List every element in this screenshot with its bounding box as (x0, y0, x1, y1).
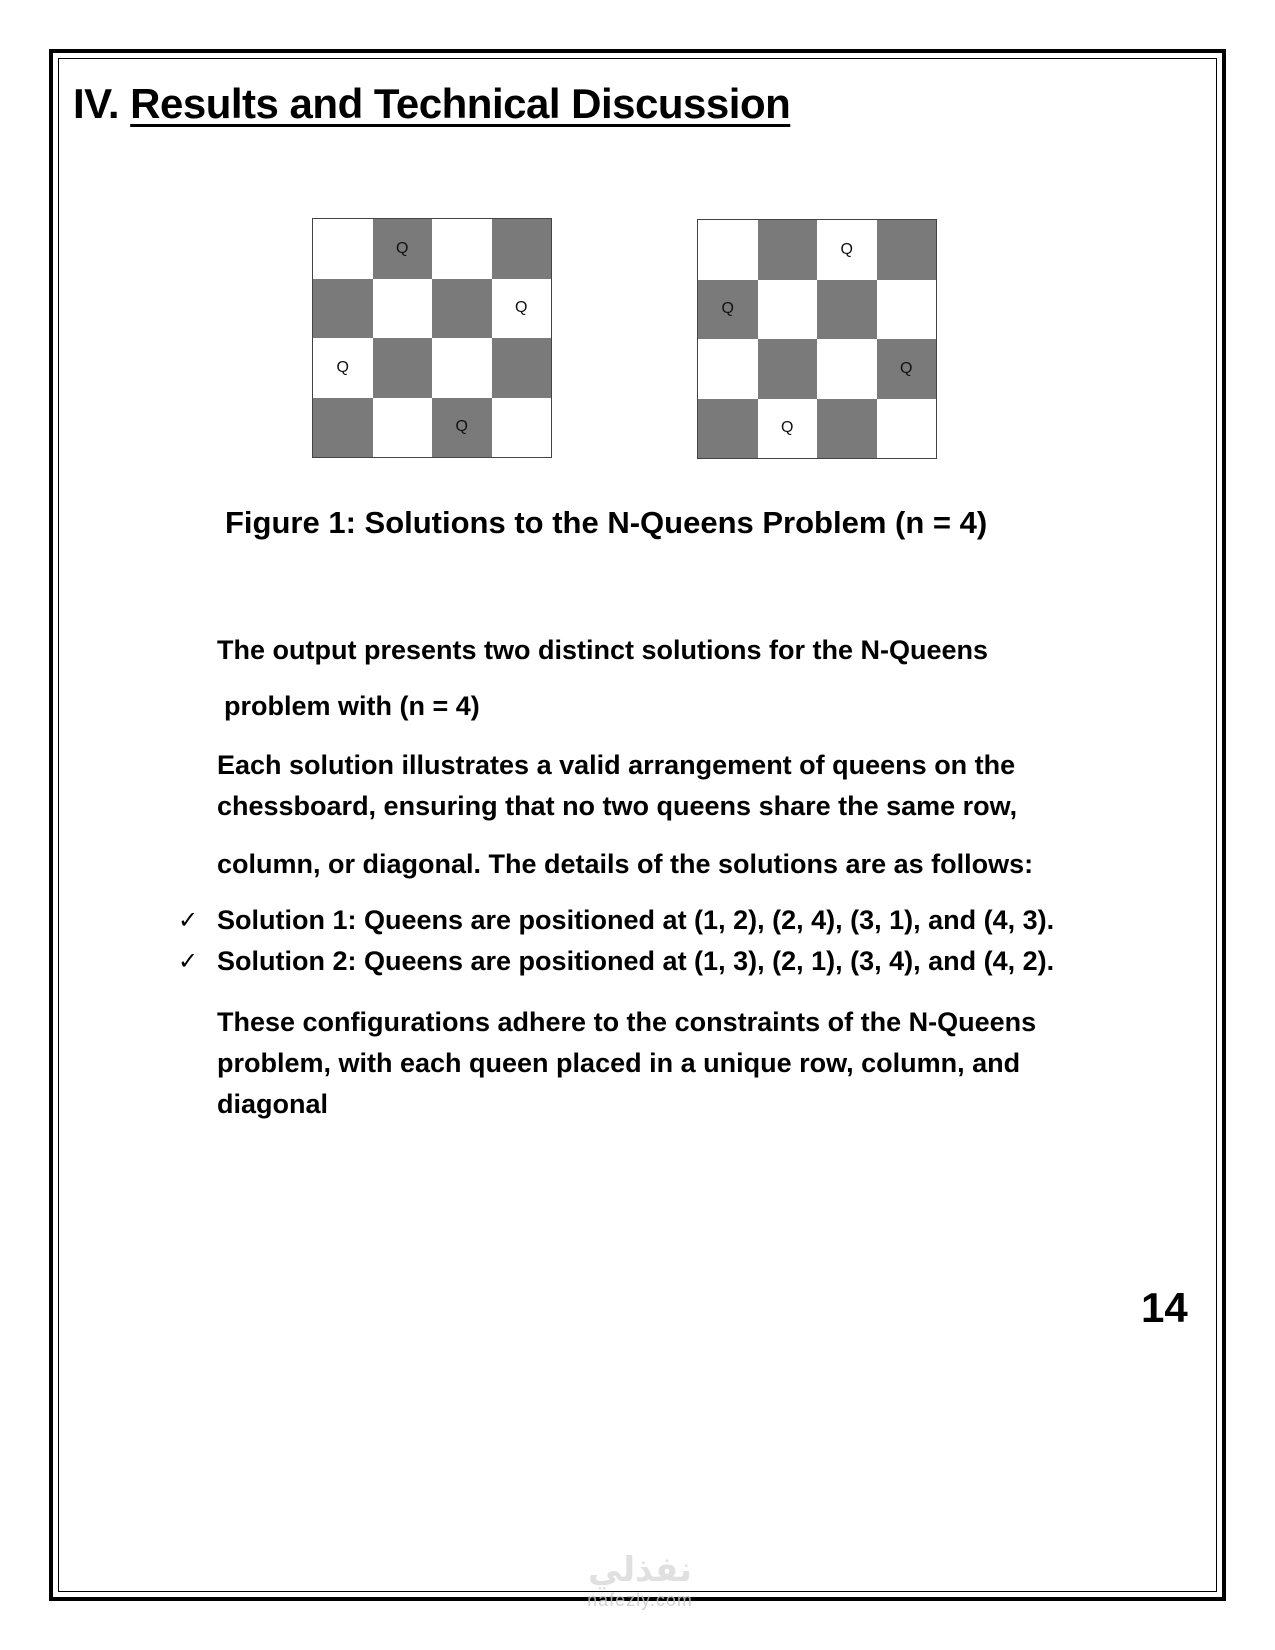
section-title: Results and Technical Discussion (130, 80, 791, 127)
board-square (698, 339, 758, 399)
board-square (313, 338, 373, 398)
list-item (178, 900, 1054, 941)
paragraph-2-line-1: Each solution illustrates a valid arrangement of queens on the (217, 750, 1016, 780)
board-square (758, 280, 818, 340)
queen-label: Q (515, 299, 528, 317)
board-square (313, 219, 373, 279)
paragraph-1-line-2: problem with (n = 4) (224, 691, 480, 721)
board-square (313, 279, 373, 339)
board-square (432, 279, 492, 339)
board-square (373, 279, 433, 339)
paragraph-2-line-2: chessboard, ensuring that no two queens share the same row, (217, 791, 1018, 821)
queen-label: Q (781, 419, 794, 437)
board-square (758, 220, 818, 280)
board-square (877, 280, 937, 340)
board-square (877, 339, 937, 399)
queen-label: Q (840, 240, 853, 258)
board-square (373, 398, 433, 458)
board-square (817, 280, 877, 340)
solution-2-board (697, 219, 937, 459)
board-square (432, 219, 492, 279)
solution-1-text: Solution 1: Queens are positioned at (1, 2), (2, 4), (3, 1), and (4, 3). (217, 905, 1055, 935)
watermark-logo: نفذلي (587, 1551, 693, 1589)
board-square (432, 338, 492, 398)
board-square (313, 398, 373, 458)
board-square (492, 398, 552, 458)
board-square (698, 280, 758, 340)
board-square (698, 399, 758, 459)
queen-label: Q (336, 358, 349, 376)
queen-label: Q (721, 300, 734, 318)
board-square (373, 219, 433, 279)
board-square (877, 399, 937, 459)
board-square (817, 339, 877, 399)
board-square (373, 338, 433, 398)
solution-1-board (312, 218, 552, 458)
board-square (492, 338, 552, 398)
board-square (877, 220, 937, 280)
board-square (817, 399, 877, 459)
section-heading (73, 80, 790, 128)
figure-caption: Figure 1: Solutions to the N-Queens Problem (n = 4) (225, 505, 988, 540)
board-square (758, 399, 818, 459)
board-square (492, 219, 552, 279)
solution-2-text: Solution 2: Queens are positioned at (1, 3), (2, 1), (3, 4), and (4, 2). (217, 946, 1055, 976)
board-square (492, 279, 552, 339)
queen-label: Q (900, 359, 913, 377)
watermark-site: nafezly.com (587, 1590, 693, 1610)
paragraph-4: These configurations adhere to the constraints of the N-Queens problem, with each queen placed in a unique row, column, and diagonal (217, 1007, 1037, 1119)
paragraph-1-line-1: The output presents two distinct solutions for the N-Queens (217, 635, 989, 665)
solutions-list (178, 900, 1054, 982)
list-item (178, 941, 1054, 982)
page-number: 14 (1141, 1284, 1188, 1331)
board-square (698, 220, 758, 280)
board-square (817, 220, 877, 280)
board-square (432, 398, 492, 458)
queen-label: Q (396, 239, 409, 257)
watermark (565, 1550, 715, 1611)
queen-label: Q (455, 418, 468, 436)
section-number: IV. (73, 80, 119, 127)
checkmark-icon: ✓ (178, 907, 199, 934)
paragraph-3: column, or diagonal. The details of the solutions are as follows: (217, 849, 1034, 879)
checkmark-icon: ✓ (178, 948, 199, 975)
board-square (758, 339, 818, 399)
